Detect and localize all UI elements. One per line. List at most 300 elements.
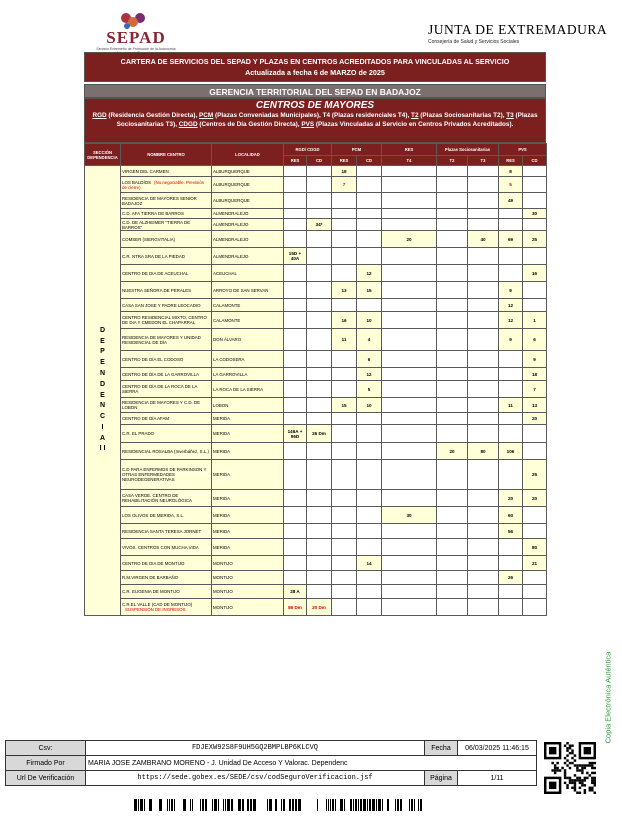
cell-pvs-cd: 13: [523, 398, 547, 413]
center-name: C.R. EL PRADO: [121, 425, 212, 443]
table-row: [85, 282, 547, 299]
cell-pvs-res: 8: [499, 166, 523, 177]
cell-pcm-res: [332, 539, 357, 556]
sepad-logo: [96, 12, 176, 54]
header-res: RES: [382, 144, 437, 156]
cell-t2: [437, 265, 468, 282]
cell-rgd-res: 86 Dm: [284, 599, 307, 616]
header-pcm: PCM: [332, 144, 382, 156]
cell-pcm-res: [332, 231, 357, 248]
cell-t4: [382, 556, 437, 571]
cell-rgd-cd: [307, 265, 332, 282]
cell-t2: [437, 312, 468, 329]
cell-pvs-cd: 18: [523, 368, 547, 381]
cell-pvs-cd: 20: [523, 490, 547, 507]
cell-rgd-cd: [307, 209, 332, 219]
cell-pvs-res: [499, 425, 523, 443]
cell-pcm-cd: 12: [357, 368, 382, 381]
cell-rgd-res: [284, 460, 307, 490]
cell-pcm-cd: 10: [357, 312, 382, 329]
cell-rgd-res: [284, 231, 307, 248]
cell-rgd-cd: 34*: [307, 219, 332, 231]
cell-pcm-cd: [357, 599, 382, 616]
cell-pvs-cd: [523, 248, 547, 265]
cell-t2: 20: [437, 443, 468, 460]
center-name: RESIDENCIAL ROSALBA (Inverbáñez, S.L.): [121, 443, 212, 460]
center-name: CASA VERDE. CENTRO DE REHABILITACIÓN NEUROLÓGICA: [121, 490, 212, 507]
cell-rgd-res: 146A + 96D: [284, 425, 307, 443]
header-localidad: LOCALIDAD: [212, 144, 284, 166]
subheader-cd: CD: [523, 156, 547, 166]
table-row: [85, 368, 547, 381]
cell-pcm-cd: [357, 585, 382, 599]
cell-t3: [468, 381, 499, 398]
cell-rgd-cd: [307, 490, 332, 507]
center-locality: ALBURQUERQUE: [212, 193, 284, 209]
center-name: CENTRO DE DIA DE ACEUCHAL: [121, 265, 212, 282]
cell-pcm-res: [332, 460, 357, 490]
cell-t3: [468, 524, 499, 539]
subheader-cd: CD: [357, 156, 382, 166]
cell-pcm-cd: [357, 299, 382, 312]
cell-t2: [437, 585, 468, 599]
cell-pcm-res: [332, 556, 357, 571]
cell-pcm-res: [332, 585, 357, 599]
cell-pvs-cd: 16: [523, 265, 547, 282]
table-row: [85, 177, 547, 193]
centros-title: CENTROS DE MAYORES: [255, 100, 375, 111]
cell-pvs-cd: [523, 599, 547, 616]
cell-pcm-res: [332, 425, 357, 443]
center-locality: MERIDA: [212, 539, 284, 556]
center-locality: CALAMONTE: [212, 312, 284, 329]
center-locality: ALBURQUERQUE: [212, 177, 284, 193]
cell-pcm-cd: 6: [357, 351, 382, 368]
subheader-t2: T2: [437, 156, 468, 166]
cell-t4: 20: [382, 231, 437, 248]
fecha-value: 06/03/2025 11:46:15: [458, 741, 537, 756]
centros-legend: RGD (Residencia Gestión Directa), PCM (Plazas Conveniadas Municipales), T4 (Plazas residenciales T4), T2 (Plazas Sociosanitarias T2), T3 (Plazas Sociosanitarias T3), CDGD (Centros de Día Gestión Directa), PVS (Plazas Vinculadas al Servicio en Centros Privados Acreditados).: [92, 112, 538, 128]
cell-pcm-res: [332, 248, 357, 265]
cell-pvs-res: [499, 556, 523, 571]
gerencia-heading: GERENCIA TERRITORIAL DEL SEPAD EN BADAJOZ: [84, 84, 546, 98]
cell-rgd-cd: [307, 460, 332, 490]
cell-t2: [437, 282, 468, 299]
dependencia-section: D E P E N D E N C I A I I: [85, 166, 121, 616]
firmado-value: MARIA JOSE ZAMBRANO MORENO - J. Unidad De Acceso Y Valorac. Dependenc: [86, 756, 537, 771]
cell-rgd-cd: 20 Dm: [307, 599, 332, 616]
cell-pvs-cd: [523, 219, 547, 231]
table-row: [85, 381, 547, 398]
table-row: [85, 231, 547, 248]
cell-rgd-cd: [307, 443, 332, 460]
cell-t3: [468, 507, 499, 524]
cell-t3: [468, 193, 499, 209]
pagina-label: Página: [425, 771, 458, 786]
cell-pvs-cd: 6: [523, 329, 547, 351]
cell-pvs-cd: [523, 507, 547, 524]
cell-pvs-res: [499, 351, 523, 368]
cell-pvs-cd: [523, 193, 547, 209]
cell-rgd-cd: [307, 413, 332, 425]
center-name: COMSER (SIERGVITALIA): [121, 231, 212, 248]
center-name: C.R. EUGENIA DE MONTIJO: [121, 585, 212, 599]
cell-rgd-res: [284, 443, 307, 460]
banner-title: CARTERA DE SERVICIOS DEL SEPAD Y PLAZAS EN CENTROS ACREDITADOS PARA VINCULADAS AL SERVICIO: [120, 57, 510, 66]
subheader-res: RES: [284, 156, 307, 166]
cell-rgd-res: [284, 524, 307, 539]
center-locality: MERIDA: [212, 443, 284, 460]
cell-pvs-cd: 9: [523, 351, 547, 368]
cell-pcm-cd: [357, 193, 382, 209]
cell-rgd-res: [284, 556, 307, 571]
center-locality: ALMENDRALEJO: [212, 209, 284, 219]
cell-t4: [382, 381, 437, 398]
cell-pvs-cd: [523, 425, 547, 443]
center-name: CENTRO DE DIA DE MONTIJO: [121, 556, 212, 571]
cell-rgd-cd: [307, 231, 332, 248]
cell-t3: [468, 209, 499, 219]
cell-pcm-res: [332, 571, 357, 585]
verification-url-link[interactable]: https://sede.gobex.es/SEDE/csv/codSeguroVerificacion.jsf: [86, 771, 425, 786]
csv-value[interactable]: FDJEXW92S8F9UH5GQ2BMPLBP6KLCVQ: [86, 741, 425, 756]
cell-pvs-res: [499, 460, 523, 490]
cell-pvs-cd: 25: [523, 460, 547, 490]
cell-pvs-cd: [523, 177, 547, 193]
cell-t2: [437, 368, 468, 381]
cell-t3: [468, 282, 499, 299]
center-locality: MERIDA: [212, 490, 284, 507]
header-pvs: PVS: [499, 144, 547, 156]
cell-pcm-res: [332, 299, 357, 312]
center-locality: MERIDA: [212, 524, 284, 539]
cell-pcm-cd: [357, 209, 382, 219]
cell-t3: [468, 312, 499, 329]
cell-pcm-cd: 10: [357, 398, 382, 413]
cell-t3: [468, 166, 499, 177]
cell-t2: [437, 524, 468, 539]
cell-pvs-cd: 7: [523, 381, 547, 398]
cell-t4: [382, 413, 437, 425]
cell-pvs-cd: [523, 443, 547, 460]
cell-rgd-res: [284, 282, 307, 299]
cell-t2: [437, 299, 468, 312]
center-locality: ALMENDRALEJO: [212, 248, 284, 265]
cell-t4: [382, 209, 437, 219]
cell-pvs-cd: [523, 282, 547, 299]
cell-t4: [382, 193, 437, 209]
table-row: [85, 524, 547, 539]
cell-t4: [382, 443, 437, 460]
center-locality: LA CODOSERA: [212, 351, 284, 368]
cell-pcm-cd: [357, 443, 382, 460]
cell-pvs-res: [499, 599, 523, 616]
table-row: [85, 398, 547, 413]
cell-pcm-res: [332, 209, 357, 219]
center-name: R.M.VIRGEN DE BARBAÑO: [121, 571, 212, 585]
table-row: [85, 490, 547, 507]
cell-pvs-cd: [523, 524, 547, 539]
cell-pvs-res: [499, 219, 523, 231]
cell-t2: [437, 231, 468, 248]
cell-pvs-cd: 80: [523, 539, 547, 556]
center-locality: ALMENDRALEJO: [212, 231, 284, 248]
cell-pcm-cd: 12: [357, 265, 382, 282]
cell-t4: [382, 599, 437, 616]
cell-pcm-cd: [357, 539, 382, 556]
cell-pvs-cd: 30: [523, 209, 547, 219]
cell-t3: [468, 413, 499, 425]
cell-pvs-cd: 21: [523, 556, 547, 571]
cell-rgd-res: [284, 312, 307, 329]
table-row: [85, 556, 547, 571]
cell-t3: [468, 248, 499, 265]
cell-rgd-cd: [307, 507, 332, 524]
url-label: Url De Verificación: [6, 771, 86, 786]
subheader-t4: T4: [382, 156, 437, 166]
logo-subtitle: Servicio Extremeño de Promoción de la Autonomía: [96, 47, 176, 51]
center-name: VIVOS. CENTROS CON MUCHA VIDA: [121, 539, 212, 556]
center-locality: MONTIJO: [212, 571, 284, 585]
cell-t4: [382, 460, 437, 490]
cell-pcm-cd: [357, 177, 382, 193]
center-locality: DON ÁLVARO: [212, 329, 284, 351]
fecha-label: Fecha: [425, 741, 458, 756]
firmado-label: Firmado Por: [6, 756, 86, 771]
cell-t2: [437, 398, 468, 413]
cell-t2: [437, 413, 468, 425]
table-row: [85, 219, 547, 231]
center-locality: ALBURQUERQUE: [212, 166, 284, 177]
cell-rgd-cd: [307, 556, 332, 571]
cell-t2: [437, 556, 468, 571]
cell-rgd-cd: [307, 312, 332, 329]
table-row: [85, 209, 547, 219]
cell-t3: [468, 265, 499, 282]
subheader-cd: CD: [307, 156, 332, 166]
cell-t3: [468, 351, 499, 368]
center-locality: ACEUCHAL: [212, 265, 284, 282]
cell-pcm-res: 7: [332, 177, 357, 193]
cell-rgd-cd: [307, 398, 332, 413]
cell-t2: [437, 599, 468, 616]
cell-rgd-res: [284, 539, 307, 556]
cell-rgd-cd: [307, 539, 332, 556]
cell-t2: [437, 571, 468, 585]
cell-pvs-res: [499, 413, 523, 425]
cell-pcm-cd: [357, 413, 382, 425]
center-name: CENTRO RESIDENCIAL MIXTO, CENTRO DE DIA Y CMEDON EL CHAPARRAL: [121, 312, 212, 329]
table-row: [85, 571, 547, 585]
table-row: [85, 299, 547, 312]
cell-t2: [437, 219, 468, 231]
cell-t2: [437, 209, 468, 219]
cell-pcm-res: [332, 599, 357, 616]
cell-pvs-res: [499, 539, 523, 556]
cell-rgd-res: [284, 219, 307, 231]
cell-pcm-res: 13: [332, 282, 357, 299]
cell-pvs-cd: [523, 585, 547, 599]
cell-t3: [468, 599, 499, 616]
cell-pvs-cd: [523, 299, 547, 312]
cell-rgd-res: [284, 368, 307, 381]
cell-pvs-res: 9: [499, 329, 523, 351]
header-rgd: RGD/ CDGD: [284, 144, 332, 156]
table-row: [85, 599, 547, 616]
cell-pvs-res: [499, 585, 523, 599]
cell-rgd-res: [284, 507, 307, 524]
cell-pcm-res: [332, 193, 357, 209]
header-nombre: NOMBRE CENTRO: [121, 144, 212, 166]
center-name: C.R.EL VALLE (CAD DE MONTIJO) SUSPENSIÓN DE INGRESOS: [121, 599, 212, 616]
cell-pcm-res: 18: [332, 166, 357, 177]
document-banner: [84, 52, 546, 82]
cell-pcm-cd: 14: [357, 556, 382, 571]
center-locality: ALMENDRALEJO: [212, 219, 284, 231]
cell-rgd-res: [284, 329, 307, 351]
center-locality: MERIDA: [212, 413, 284, 425]
cell-rgd-cd: [307, 351, 332, 368]
cell-rgd-cd: [307, 368, 332, 381]
center-locality: CALAMONTE: [212, 299, 284, 312]
cell-t2: [437, 490, 468, 507]
cell-pcm-cd: 15: [357, 282, 382, 299]
center-name: RESIDENCIA DE MAYORES Y C.D. DE LOBON: [121, 398, 212, 413]
center-name: C.D PARA ENFERMOS DE PARKINSON Y OTRAS ENFERMEDADES NEURODEGENERATIVAS: [121, 460, 212, 490]
cell-rgd-res: [284, 177, 307, 193]
table-row: [85, 425, 547, 443]
cell-rgd-cd: [307, 177, 332, 193]
cell-t3: [468, 299, 499, 312]
barcode-icon: [125, 799, 433, 811]
table-row: [85, 413, 547, 425]
cell-rgd-cd: [307, 381, 332, 398]
cell-t4: [382, 368, 437, 381]
center-name: CENTRO DE DÍA EL CODOSO: [121, 351, 212, 368]
cell-pcm-res: [332, 351, 357, 368]
cell-pvs-res: 20: [499, 490, 523, 507]
table-row: [85, 329, 547, 351]
center-name: CASA SAN JOSE Y PADRE LEOCADIO: [121, 299, 212, 312]
qr-code-icon[interactable]: [544, 742, 596, 794]
cell-pcm-cd: [357, 571, 382, 585]
center-locality: MONTIJO: [212, 585, 284, 599]
copia-autentica-label: Copia Electrónica Auténtica: [603, 651, 613, 744]
cell-t4: [382, 166, 437, 177]
cell-pvs-res: 60: [499, 507, 523, 524]
cell-pvs-cd: 25: [523, 231, 547, 248]
cell-rgd-res: [284, 381, 307, 398]
center-note: (No negociable. Previsión de cierre): [122, 179, 205, 190]
cell-pvs-cd: 20: [523, 413, 547, 425]
cell-t4: [382, 524, 437, 539]
cell-t3: [468, 585, 499, 599]
centros-heading: [84, 98, 546, 143]
cell-pcm-cd: [357, 460, 382, 490]
table-row: [85, 193, 547, 209]
cell-rgd-cd: [307, 166, 332, 177]
table-row: [85, 265, 547, 282]
cell-pvs-res: 49: [499, 193, 523, 209]
cell-pcm-res: 16: [332, 312, 357, 329]
cell-t2: [437, 381, 468, 398]
cell-pvs-res: [499, 209, 523, 219]
center-locality: LA GARROVILLA: [212, 368, 284, 381]
cell-pcm-cd: [357, 219, 382, 231]
cell-t4: [382, 248, 437, 265]
cell-t4: [382, 329, 437, 351]
cell-pcm-cd: [357, 166, 382, 177]
cell-t3: [468, 490, 499, 507]
cell-rgd-res: [284, 571, 307, 585]
header-seccion: SECCIÓN DEPENDENCIA: [85, 144, 121, 166]
cell-rgd-res: [284, 209, 307, 219]
cell-t3: [468, 571, 499, 585]
cell-t4: 30: [382, 507, 437, 524]
cell-pcm-cd: [357, 248, 382, 265]
center-name: NUESTRA SEÑORA DE PERALES: [121, 282, 212, 299]
cell-pvs-res: 106: [499, 443, 523, 460]
cell-pcm-cd: [357, 425, 382, 443]
cell-t4: [382, 539, 437, 556]
logo-name: SEPAD: [106, 28, 166, 47]
cell-pvs-res: 11: [499, 398, 523, 413]
cell-rgd-cd: 26 Dm: [307, 425, 332, 443]
cell-rgd-cd: [307, 193, 332, 209]
cell-t2: [437, 166, 468, 177]
cell-pcm-res: [332, 381, 357, 398]
signature-footer: [5, 740, 537, 786]
cell-pcm-res: [332, 368, 357, 381]
cell-pcm-res: [332, 265, 357, 282]
cell-rgd-res: [284, 490, 307, 507]
cell-rgd-res: [284, 351, 307, 368]
cell-pcm-res: 11: [332, 329, 357, 351]
cell-rgd-res: [284, 398, 307, 413]
cell-pvs-res: [499, 381, 523, 398]
cell-t4: [382, 490, 437, 507]
center-name: CENTRO DE DÍA DE LA ROCA DE LA SIERRA: [121, 381, 212, 398]
cell-pcm-res: [332, 524, 357, 539]
cell-pcm-res: 15: [332, 398, 357, 413]
table-row: [85, 539, 547, 556]
center-name: RESIDENCIA DE MAYORES SENIOR BADAJOZ: [121, 193, 212, 209]
center-name: C.R. NTRA SRA DE LA PIEDAD: [121, 248, 212, 265]
cell-rgd-res: [284, 166, 307, 177]
cell-t2: [437, 460, 468, 490]
center-note: SUSPENSIÓN DE INGRESOS: [125, 607, 186, 612]
banner-date: Actualizada a fecha 6 de MARZO de 2025: [245, 68, 385, 77]
center-name: LOS OLIVOS DE MERIDA, S.L.: [121, 507, 212, 524]
cell-pcm-res: [332, 507, 357, 524]
csv-label: Csv:: [6, 741, 86, 756]
cell-t2: [437, 177, 468, 193]
cell-pvs-res: 56: [499, 524, 523, 539]
cell-t2: [437, 329, 468, 351]
center-locality: LOBON: [212, 398, 284, 413]
cell-t3: 80: [468, 443, 499, 460]
cell-t4: [382, 219, 437, 231]
cell-pcm-res: [332, 413, 357, 425]
cell-rgd-res: [284, 193, 307, 209]
cell-pvs-res: [499, 368, 523, 381]
cell-t4: [382, 351, 437, 368]
cell-t2: [437, 193, 468, 209]
table-row: [85, 248, 547, 265]
cell-pcm-cd: [357, 490, 382, 507]
cell-rgd-res: [284, 265, 307, 282]
cell-pvs-res: [499, 265, 523, 282]
